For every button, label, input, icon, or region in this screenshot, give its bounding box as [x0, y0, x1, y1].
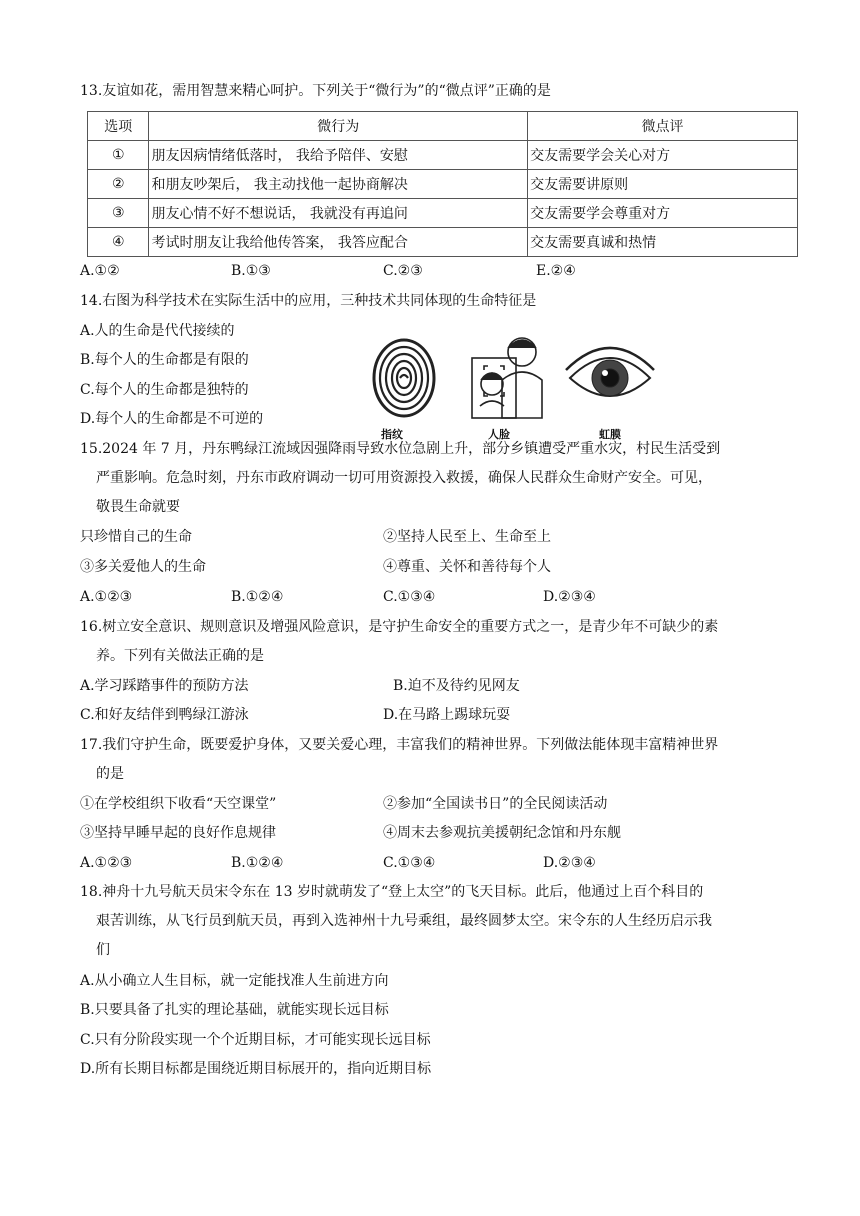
q16-option-b: B.迫不及待约见网友 [393, 678, 520, 694]
q14-stem: 14.右图为科学技术在实际生活中的应用，三种技术共同体现的生命特征是 [80, 293, 537, 309]
header-comment: 微点评 [528, 112, 798, 141]
row-id: ① [88, 141, 149, 170]
q15-item-2: ②坚持人民至上、生命至上 [383, 529, 551, 545]
table-row [88, 199, 798, 228]
q15-item-4: ④尊重、关怀和善待每个人 [383, 559, 551, 575]
fingerprint-icon [374, 340, 434, 416]
q15-option-d: D.②③④ [543, 589, 596, 605]
q13-option-c: C.②③ [383, 263, 423, 279]
q18-stem-line: 们 [96, 942, 110, 958]
q14-option-a: A.人的生命是代代接续的 [80, 323, 235, 339]
row-id: ④ [88, 228, 149, 257]
row-behavior: 考试时朋友让我给他传答案， 我答应配合 [149, 228, 528, 257]
q15-stem-line: 严重影响。危急时刻，丹东市政府调动一切可用资源投入救援，确保人民群众生命财产安全。可见， [96, 470, 712, 486]
header-behavior: 微行为 [149, 112, 528, 141]
q17-item-3: ③坚持早睡早起的良好作息规律 [80, 825, 276, 841]
q17-item-4: ④周末去参观抗美援朝纪念馆和丹东舰 [383, 825, 621, 841]
q14-option-d: D.每个人的生命都是不可逆的 [80, 411, 264, 427]
table-row [88, 228, 798, 257]
q17-stem-line: 17.我们守护生命，既要爱护身体，又要关爱心理，丰富我们的精神世界。下列做法能体现丰富精神世界 [80, 737, 719, 753]
table-header-row [88, 112, 798, 141]
q13-option-b: B.①③ [231, 263, 271, 279]
caption-face: 人脸 [488, 428, 510, 441]
q17-option-b: B.①②④ [231, 855, 284, 871]
q14-option-b: B.每个人的生命都是有限的 [80, 352, 249, 368]
row-behavior: 和朋友吵架后， 我主动找他一起协商解决 [149, 170, 528, 199]
q15-stem-line: 15.2024 年 7 月，丹东鸭绿江流域因强降雨导致水位急剧上升，部分乡镇遭受严重水灾，村民生活受到 [80, 441, 721, 457]
q18-stem-line: 18.神舟十九号航天员宋令东在 13 岁时就萌发了“登上太空”的飞天目标。此后，他通过上百个科目的 [80, 884, 704, 900]
caption-iris: 虹膜 [599, 428, 621, 441]
table-row [88, 141, 798, 170]
q15-option-b: B.①②④ [231, 589, 284, 605]
q13-stem: 13.友谊如花，需用智慧来精心呵护。下列关于“微行为”的“微点评”正确的是 [80, 83, 551, 99]
q17-stem-line: 的是 [96, 766, 124, 782]
q15-item-3: ③多关爱他人的生命 [80, 559, 206, 575]
q17-option-c: C.①③④ [383, 855, 436, 871]
q13-option-e: E.②④ [536, 263, 576, 279]
q18-stem-line: 艰苦训练，从飞行员到航天员，再到入选神州十九号乘组，最终圆梦太空。宋令东的人生经历启示我 [96, 913, 712, 929]
q17-option-d: D.②③④ [543, 855, 596, 871]
q15-option-a: A.①②③ [80, 589, 133, 605]
caption-fingerprint: 指纹 [381, 428, 403, 441]
row-comment: 交友需要学会尊重对方 [528, 199, 798, 228]
row-comment: 交友需要学会关心对方 [528, 141, 798, 170]
biometrics-illustration [360, 330, 660, 440]
q15-option-c: C.①③④ [383, 589, 436, 605]
q17-option-a: A.①②③ [80, 855, 133, 871]
header-option: 选项 [88, 112, 149, 141]
q18-option-d: D.所有长期目标都是围绕近期目标展开的，指向近期目标 [80, 1061, 432, 1077]
biometrics-figure [360, 330, 660, 440]
q13-option-a: A.①② [80, 263, 120, 279]
row-behavior: 朋友心情不好不想说话， 我就没有再追问 [149, 199, 528, 228]
q16-stem-line: 16.树立安全意识、规则意识及增强风险意识，是守护生命安全的重要方式之一，是青少年不可缺少的素 [80, 619, 719, 635]
row-comment: 交友需要真诚和热情 [528, 228, 798, 257]
q18-option-c: C.只有分阶段实现一个个近期目标，才可能实现长远目标 [80, 1032, 431, 1048]
q16-stem-line: 养。下列有关做法正确的是 [96, 648, 264, 664]
q13-table [87, 111, 798, 257]
q17-item-2: ②参加“全国读书日”的全民阅读活动 [383, 796, 608, 812]
row-behavior: 朋友因病情绪低落时， 我给予陪伴、安慰 [149, 141, 528, 170]
q16-option-d: D.在马路上踢球玩耍 [383, 707, 511, 723]
face-recognition-icon [472, 338, 542, 418]
q18-option-a: A.从小确立人生目标，就一定能找准人生前进方向 [80, 973, 389, 989]
row-comment: 交友需要讲原则 [528, 170, 798, 199]
row-id: ③ [88, 199, 149, 228]
q17-item-1: ①在学校组织下收看“天空课堂” [80, 796, 277, 812]
q18-option-b: B.只要具备了扎实的理论基础，就能实现长远目标 [80, 1002, 389, 1018]
iris-icon [566, 348, 654, 396]
q15-item-1: 只珍惜自己的生命 [80, 529, 192, 545]
table-row [88, 170, 798, 199]
q16-option-a: A.学习踩踏事件的预防方法 [80, 678, 249, 694]
q14-option-c: C.每个人的生命都是独特的 [80, 382, 249, 398]
q15-stem-line: 敬畏生命就要 [96, 499, 180, 515]
row-id: ② [88, 170, 149, 199]
q16-option-c: C.和好友结伴到鸭绿江游泳 [80, 707, 249, 723]
